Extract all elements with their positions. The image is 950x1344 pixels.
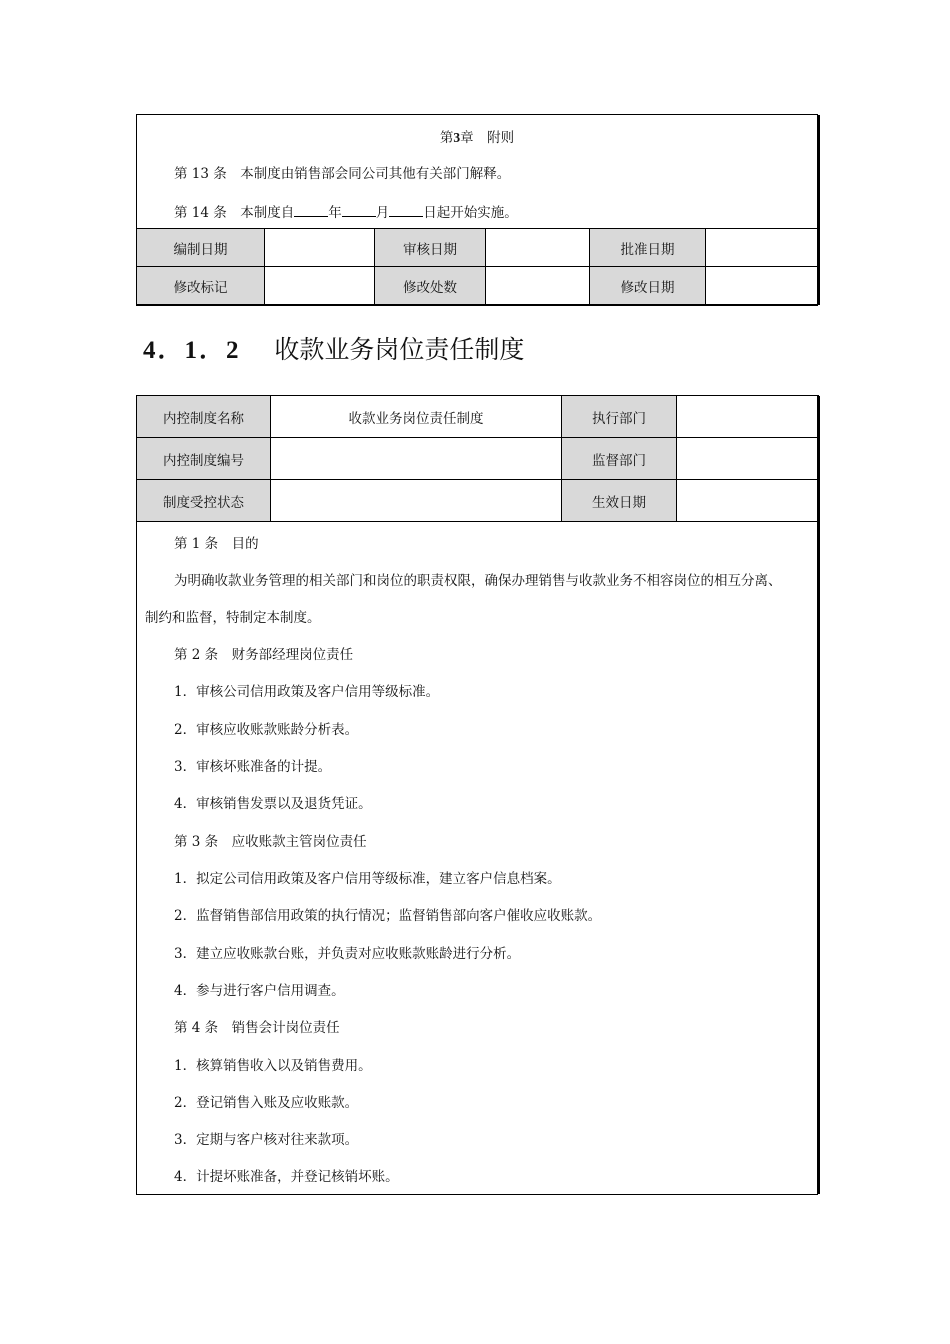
control-status-value[interactable]	[271, 480, 562, 522]
approval-table	[136, 228, 819, 305]
article-14-month: 月	[375, 205, 390, 221]
policy-name-value: 收款业务岗位责任制度	[271, 396, 562, 438]
chapter-suffix: 章 附则	[460, 130, 515, 146]
list-item: 2．登记销售入账及应收账款。	[174, 1095, 359, 1111]
chapter-prefix: 第	[439, 130, 454, 146]
article-1-body: 为明确收款业务管理的相关部门和岗位的职责权限，确保办理销售与收款业务不相容岗位的相互分离、	[174, 573, 782, 589]
article-14	[174, 205, 518, 221]
list-item: 1．核算销售收入以及销售费用。	[174, 1058, 372, 1074]
effective-date-label: 生效日期	[562, 480, 677, 522]
section-heading	[143, 330, 524, 366]
policy-header-table	[136, 395, 819, 522]
revision-mark-value[interactable]	[265, 267, 375, 305]
revision-date-label: 修改日期	[590, 267, 706, 305]
compile-date-label: 编制日期	[137, 229, 265, 267]
chapter-number: 3	[453, 130, 461, 145]
exec-dept-label: 执行部门	[562, 396, 677, 438]
supervise-dept-label: 监督部门	[562, 438, 677, 480]
revision-count-value[interactable]	[486, 267, 590, 305]
policy-box	[136, 395, 818, 1195]
article-4-title: 第 4 条 销售会计岗位责任	[174, 1020, 340, 1036]
appendix-box	[136, 114, 818, 306]
review-date-label: 审核日期	[375, 229, 486, 267]
compile-date-value[interactable]	[265, 229, 375, 267]
effective-date-value[interactable]	[677, 480, 819, 522]
chapter-title	[137, 131, 817, 146]
article-13: 第 13 条 本制度由销售部会同公司其他有关部门解释。	[174, 166, 511, 182]
revision-date-value[interactable]	[706, 267, 819, 305]
control-status-label: 制度受控状态	[137, 480, 271, 522]
list-item: 3．审核坏账准备的计提。	[174, 759, 332, 775]
approve-date-value[interactable]	[706, 229, 819, 267]
table-row	[137, 438, 819, 480]
policy-code-label: 内控制度编号	[137, 438, 271, 480]
exec-dept-value[interactable]	[677, 396, 819, 438]
revision-count-label: 修改处数	[375, 267, 486, 305]
article-14-text-d: 日起开始实施。	[423, 205, 518, 221]
table-row	[137, 229, 819, 267]
list-item: 2．监督销售部信用政策的执行情况；监督销售部向客户催收应收账款。	[174, 908, 602, 924]
policy-name-label: 内控制度名称	[137, 396, 271, 438]
section-title: 收款业务岗位责任制度	[274, 335, 525, 364]
day-blank	[389, 205, 423, 217]
table-row	[137, 267, 819, 305]
policy-code-value[interactable]	[271, 438, 562, 480]
article-3-title: 第 3 条 应收账款主管岗位责任	[174, 834, 367, 850]
list-item: 4．参与进行客户信用调查。	[174, 983, 345, 999]
section-number: 4．1．2	[143, 337, 241, 364]
list-item: 1．拟定公司信用政策及客户信用等级标准，建立客户信息档案。	[174, 871, 561, 887]
article-1-body-cont: 制约和监督，特制定本制度。	[145, 610, 321, 626]
article-1-title: 第 1 条 目的	[174, 536, 259, 552]
supervise-dept-value[interactable]	[677, 438, 819, 480]
table-row	[137, 396, 819, 438]
list-item: 1．审核公司信用政策及客户信用等级标准。	[174, 684, 440, 700]
year-blank	[294, 205, 328, 217]
list-item: 4．审核销售发票以及退货凭证。	[174, 796, 372, 812]
list-item: 2．审核应收账款账龄分析表。	[174, 722, 359, 738]
list-item: 3．建立应收账款台账，并负责对应收账款账龄进行分析。	[174, 946, 521, 962]
table-row	[137, 480, 819, 522]
list-item: 4．计提坏账准备，并登记核销坏账。	[174, 1169, 399, 1185]
article-14-year: 年	[328, 205, 342, 221]
list-item: 3．定期与客户核对往来款项。	[174, 1132, 359, 1148]
revision-mark-label: 修改标记	[137, 267, 265, 305]
review-date-value[interactable]	[486, 229, 590, 267]
month-blank	[342, 205, 376, 217]
article-14-text-a: 第 14 条 本制度自	[174, 205, 295, 221]
approve-date-label: 批准日期	[590, 229, 706, 267]
article-2-title: 第 2 条 财务部经理岗位责任	[174, 647, 354, 663]
